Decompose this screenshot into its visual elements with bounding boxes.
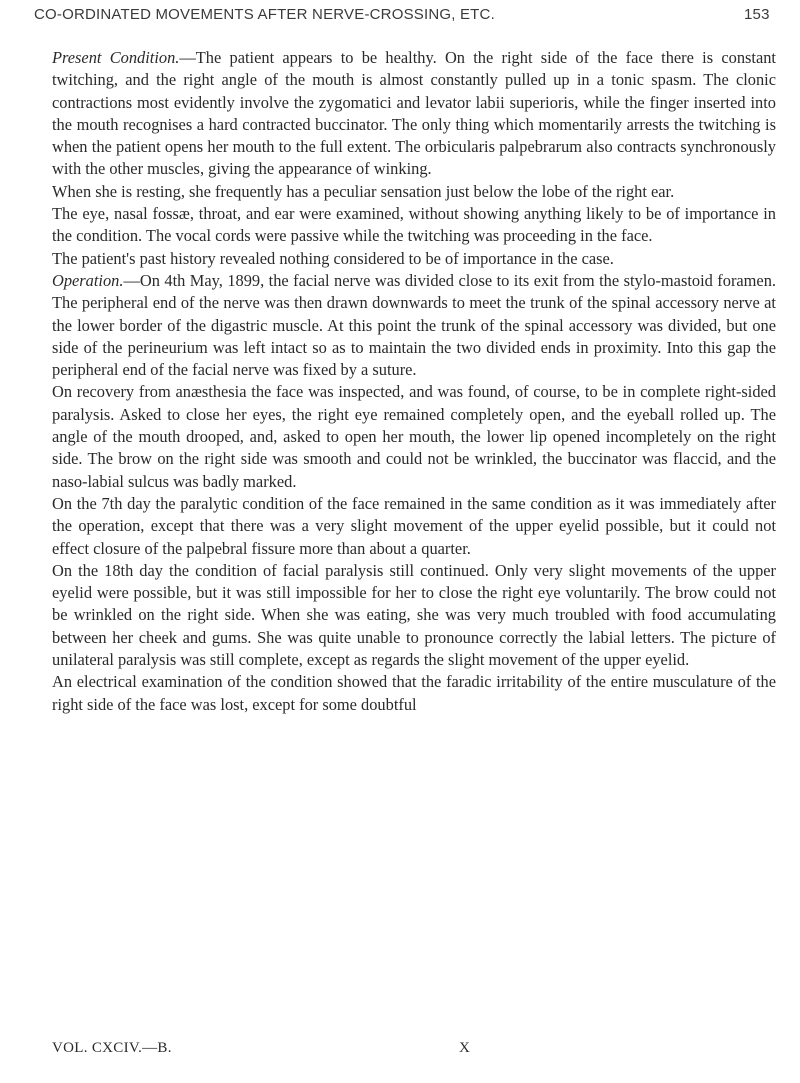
- paragraph: [52, 381, 776, 492]
- volume-line: VOL. CXCIV.—B.: [52, 1040, 172, 1056]
- paragraph-text: On the 7th day the paralytic condition of the face remained in the same condition as it was immediately after the operation, except that there was a very slight movement of the upper eyelid possible, but it could not effect closure of the palpebral fissure more than about a quarter.: [52, 493, 776, 558]
- page-number: 153: [744, 6, 770, 23]
- paragraph-text: When she is resting, she frequently has a peculiar sensation just below the lobe of the right ear.: [52, 181, 675, 201]
- paragraph-text: An electrical examination of the condition showed that the faradic irritability of the entire musculature of the right side of the face was lost, except for some doubtful: [52, 672, 776, 714]
- paragraph-text: On the 18th day the condition of facial paralysis still continued. Only very slight movements of the upper eyelid were possible, but it was still impossible for her to close the right eye voluntarily. The brow could not be wrinkled on the right side. When she was eating, she was very much troubled with food accumulating between her cheek and gums. She was quite unable to pronounce correctly the labial letters. The picture of unilateral paralysis was still complete, except as regards the slight movement of the upper eyelid.: [52, 560, 776, 670]
- paragraph: [52, 203, 776, 248]
- paragraph: [52, 248, 776, 270]
- paragraph-text: —The patient appears to be healthy. On the right side of the face there is constant twitching, and the right angle of the mouth is almost constantly pulled up in a tonic spasm. The clonic contractions most evidently involve the zygomatici and levator labii superioris, while the finger inserted into the mouth recognises a hard contracted buccinator. The only thing which momentarily arrests the twitching is when the patient opens her mouth to the full extent. The orbicularis palpebrarum also contracts synchronously with the other muscles, giving the appearance of winking.: [52, 48, 776, 179]
- paragraph-text: The eye, nasal fossæ, throat, and ear were examined, without showing anything likely to be of importance in the condition. The vocal cords were passive while the twitching was proceeding in the face.: [52, 204, 776, 246]
- paragraph-text: —On 4th May, 1899, the facial nerve was divided close to its exit from the stylo-mastoid foramen. The peripheral end of the nerve was then drawn downwards to meet the trunk of the spinal accessory nerve at the lower border of the digastric muscle. At this point the trunk of the spinal accessory was divided, but one side of the perineurium was left intact so as to maintain the two divided ends in proximity. Into this gap the peripheral end of the facial nerve was fixed by a suture.: [52, 270, 776, 380]
- paragraph: [52, 493, 776, 560]
- paragraph: [52, 671, 776, 716]
- paragraph-text: On recovery from anæsthesia the face was inspected, and was found, of course, to be in complete right-sided paralysis. Asked to close her eyes, the right eye remained completely open, and the eyeball rolled up. The angle of the mouth drooped, and, asked to open her mouth, the lower lip opened incompletely on the right side. The brow on the right side was smooth and could not be wrinkled, the buccinator was flaccid, and the naso-labial sulcus was badly marked.: [52, 382, 776, 491]
- paragraph: [52, 181, 776, 203]
- paragraph-lead: Operation.: [52, 270, 124, 290]
- paragraph-operation: [52, 270, 776, 381]
- paragraph-text: The patient's past history revealed nothing considered to be of importance in the case.: [52, 248, 614, 268]
- paragraph: [52, 560, 776, 671]
- running-title: CO-ORDINATED MOVEMENTS AFTER NERVE-CROSSING, ETC.: [34, 6, 495, 23]
- signature-mark: X: [459, 1040, 470, 1056]
- paragraph-present-condition: [52, 47, 776, 181]
- paragraph-lead: Present Condition.: [52, 48, 180, 67]
- body-text: [52, 47, 776, 716]
